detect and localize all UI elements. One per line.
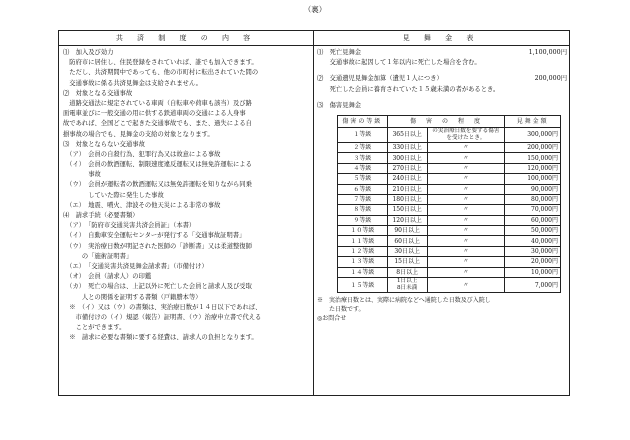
- grade-cell: １３等級: [338, 257, 388, 267]
- footnote-line: た日数です。: [317, 306, 365, 314]
- table-row: [338, 127, 561, 142]
- ditto-cell: 〃: [427, 205, 505, 215]
- amount-cell: 10,000円: [505, 267, 561, 277]
- table-row: [338, 174, 561, 184]
- ditto-cell: 〃: [427, 236, 505, 246]
- table-row: [338, 226, 561, 236]
- amount-cell: 20,000円: [505, 257, 561, 267]
- table-row: [338, 184, 561, 194]
- text-line: （オ） 会員（請求人）の印鑑: [63, 273, 152, 281]
- text-line: ※ 請求に必要な書類に要する経費は、請求人の負担となります。: [63, 334, 258, 342]
- text-line: の「施術証明書」: [63, 252, 133, 260]
- amount-cell: 90,000円: [505, 184, 561, 194]
- text-line: 故であれば、全国どこで起きた交通事故でも、また、過失による自: [63, 120, 252, 128]
- amount-cell: 70,000円: [505, 205, 561, 215]
- amount-cell: 7,000円: [505, 278, 561, 293]
- days-cell: 330日以上: [387, 142, 427, 152]
- days-cell: 300日以上: [387, 153, 427, 163]
- text-line: ⑴ 加入及び効力: [63, 49, 114, 56]
- death-payment-amount: 1,100,000円: [528, 49, 567, 56]
- days-cell: 30日以上: [387, 246, 427, 256]
- days-lower-bound: 1日以上: [396, 278, 418, 285]
- days-cell: 210日以上: [387, 184, 427, 194]
- grade-cell: １０等級: [338, 226, 388, 236]
- text-line: 交通事故に係る共済見舞金は支給されません。: [63, 79, 202, 87]
- system-content-column: [63, 48, 309, 343]
- ditto-cell: 〃: [427, 194, 505, 204]
- column-divider: [313, 45, 314, 395]
- amount-cell: 60,000円: [505, 215, 561, 225]
- ditto-cell: 〃: [427, 174, 505, 184]
- days-cell: 150日以上: [387, 205, 427, 215]
- days-cell: 8日以上: [387, 267, 427, 277]
- death-payment-row: [317, 48, 567, 58]
- ditto-cell: 〃: [427, 215, 505, 225]
- text-line: （ウ） 実治療日数が明記された医師の「診断書」又は柔道整復師: [63, 242, 252, 250]
- page-side-label: （裏）: [303, 5, 327, 14]
- text-line: （イ） 自動車安全運転センターが発行する「交通事故証明書」: [63, 232, 246, 240]
- text-line: 道路交通法に規定されている車両（自転車や荷車も該当）及び路: [63, 99, 252, 107]
- grade-cell: １５等級: [338, 278, 388, 293]
- table-row: [338, 257, 561, 267]
- death-payment-label: ⑴ 死亡見舞金: [317, 49, 362, 56]
- text-line: 防府市に居住し、住民登録をされていれば、誰でも加入できます。: [63, 59, 258, 67]
- text-line: （エ） 「交通災害共済見舞金請求書」（市備付け）: [63, 262, 208, 270]
- table-row: [338, 163, 561, 173]
- grade-cell: ４等級: [338, 163, 388, 173]
- text-line: ※ （イ）又は（ウ）の書類は、実治療日数が１４日以下であれば、: [63, 303, 262, 311]
- ditto-cell: 〃: [427, 153, 505, 163]
- grade-cell: １４等級: [338, 267, 388, 277]
- text-line: 面電車並びに一般交通の用に供する鉄道車両の交通による人身事: [63, 110, 246, 118]
- text-line: （イ） 会員の飲酒運転、制限速度違反運転又は無免許運転による: [63, 161, 252, 169]
- orphan-payment-row: [317, 74, 567, 84]
- amount-column-header: 見舞金額: [505, 115, 561, 127]
- amount-cell: 120,000円: [505, 163, 561, 173]
- orphan-payment-amount: 200,000円: [534, 75, 567, 83]
- grade-cell: ２等級: [338, 142, 388, 152]
- ditto-cell: 〃: [427, 257, 505, 267]
- contact-heading: ◎お問合せ: [317, 315, 347, 323]
- text-line: 損事故の場合でも、見舞金の支給の対象となります。: [63, 130, 214, 138]
- amount-cell: 200,000円: [505, 142, 561, 152]
- days-cell: 60日以上: [387, 236, 427, 246]
- text-line: 事故: [63, 171, 101, 179]
- grade-cell: １１等級: [338, 236, 388, 246]
- footnote-line: ※ 実治療日数とは、実際に病院などへ通院した日数及び入院し: [317, 297, 491, 305]
- ditto-cell: 〃: [427, 184, 505, 194]
- text-line: 市備付けの（イ）規認（報告）証明書、（ウ）治療申立書で代える: [63, 313, 262, 321]
- amount-cell: 150,000円: [505, 153, 561, 163]
- amount-cell: 80,000円: [505, 194, 561, 204]
- days-cell: 90日以上: [387, 226, 427, 236]
- days-cell: 270日以上: [387, 163, 427, 173]
- text-line: ことができます。: [63, 324, 126, 332]
- ditto-cell: 〃: [427, 226, 505, 236]
- text-line: ⑷ 請求手続（必要書類）: [63, 212, 139, 219]
- text-line: （ウ） 会員が運転者の飲酒運転又は無免許運転を知りながら同乗: [63, 181, 252, 189]
- degree-column-header: 傷 害 の 程 度: [387, 115, 504, 127]
- grade-cell: １等級: [338, 127, 388, 142]
- table-row: [338, 205, 561, 215]
- days-cell: 180日以上: [387, 194, 427, 204]
- amount-cell: 40,000円: [505, 236, 561, 246]
- certificate-back-frame: [58, 30, 570, 396]
- grade-column-header: 傷害の等級: [338, 115, 388, 127]
- payment-table-header: 見 舞 金 表: [313, 31, 569, 46]
- amount-cell: 300,000円: [505, 127, 561, 142]
- table-row: [338, 246, 561, 256]
- ditto-cell: 〃: [427, 246, 505, 256]
- grade-cell: ３等級: [338, 153, 388, 163]
- text-line: （カ） 死亡の場合は、上記以外に死亡した会員と請求人及び受取: [63, 283, 252, 291]
- grade-cell: ８等級: [338, 205, 388, 215]
- text-line: （ア） 「防府市交通災害共済会員証」（本書）: [63, 222, 196, 230]
- grade-cell: ６等級: [338, 184, 388, 194]
- table-row: [338, 153, 561, 163]
- text-line: （エ） 地震、噴火、津波その他天災による非常の事故: [63, 201, 221, 209]
- grade-cell: １２等級: [338, 246, 388, 256]
- days-cell: [387, 278, 427, 293]
- condition-cell: の実治療日数を要する傷害を受けたとき。: [427, 127, 505, 142]
- table-header-row: [338, 115, 561, 127]
- table-row: [338, 215, 561, 225]
- text-line: ⑵ 対象となる交通事故: [63, 89, 133, 97]
- grade-cell: ７等級: [338, 194, 388, 204]
- days-upper-bound: 8日未満: [396, 285, 418, 292]
- ditto-cell: 〃: [427, 267, 505, 277]
- text-line: ⑶ 対象とならない交通事故: [63, 140, 145, 148]
- injury-payment-table: [337, 115, 561, 293]
- table-row: [338, 278, 561, 293]
- orphan-payment-label: ⑵ 交通遺児見舞金加算（遺児１人につき）: [317, 75, 443, 83]
- payment-column: [317, 48, 567, 323]
- text-line: （ア） 会員の自殺行為、犯罪行為又は故意による事故: [63, 150, 221, 158]
- amount-cell: 100,000円: [505, 174, 561, 184]
- injury-payment-label: ⑶ 傷害見舞金: [317, 101, 362, 109]
- table-row: [338, 236, 561, 246]
- days-cell: 365日以上: [387, 127, 427, 142]
- days-cell: 120日以上: [387, 215, 427, 225]
- orphan-payment-desc: 死亡した会員に養育されていた１５歳未満の者があるとき。: [317, 85, 500, 93]
- table-row: [338, 267, 561, 277]
- amount-cell: 50,000円: [505, 226, 561, 236]
- table-row: [338, 142, 561, 152]
- text-line: ただし、共済期間中であっても、他の市町村に転出されていた間の: [63, 69, 259, 77]
- ditto-cell: 〃: [427, 278, 505, 293]
- text-line: 人との関係を証明する書類（戸籍謄本等）: [63, 293, 202, 301]
- grade-cell: ９等級: [338, 215, 388, 225]
- text-line: していた際に発生した事故: [63, 191, 164, 199]
- grade-cell: ５等級: [338, 174, 388, 184]
- ditto-cell: 〃: [427, 163, 505, 173]
- days-cell: 15日以上: [387, 257, 427, 267]
- days-cell: 240日以上: [387, 174, 427, 184]
- death-payment-desc: 交通事故に起因して１年以内に死亡した場合を含む。: [317, 59, 481, 67]
- amount-cell: 30,000円: [505, 246, 561, 256]
- ditto-cell: 〃: [427, 142, 505, 152]
- table-row: [338, 194, 561, 204]
- system-content-header: 共 済 制 度 の 内 容: [59, 31, 314, 46]
